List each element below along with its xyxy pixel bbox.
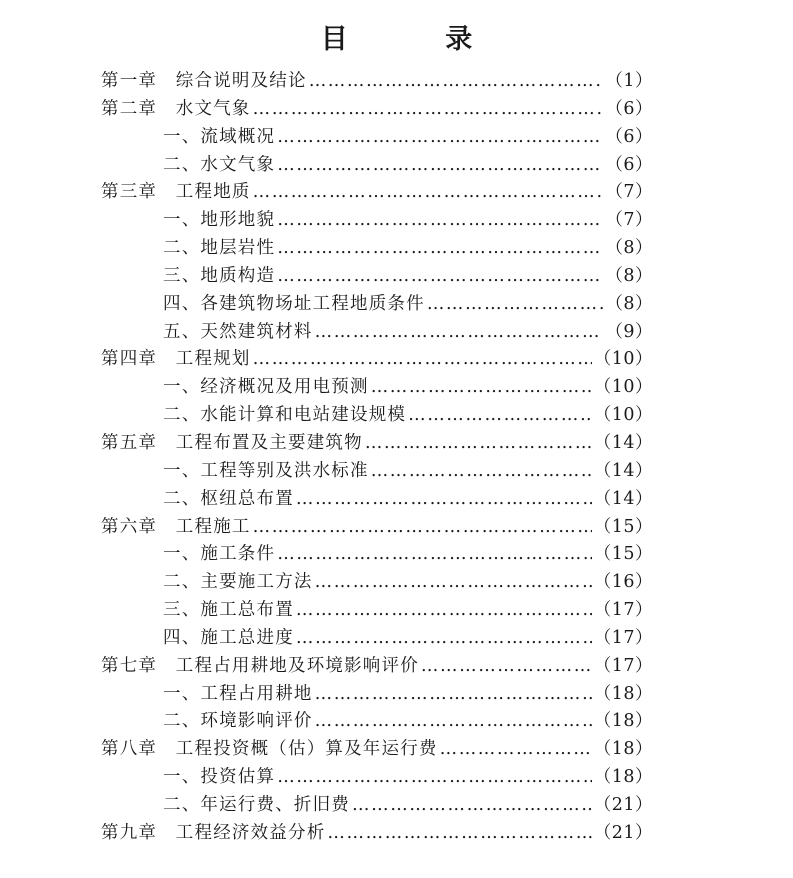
toc-page-number: （17）	[593, 655, 653, 676]
toc-entry-title: 四、施工总进度	[163, 627, 294, 648]
toc-leader-dots	[277, 124, 603, 152]
toc-leader-dots	[421, 653, 592, 681]
toc-page-number: （7）	[605, 210, 653, 231]
toc-leader-dots	[253, 179, 604, 207]
toc-section-entry[interactable]	[101, 458, 653, 486]
toc-entry-title: 第八章 工程投资概（估）算及年运行费	[101, 739, 438, 760]
toc-section-entry[interactable]	[101, 319, 653, 347]
toc-page-number: （1）	[605, 71, 653, 91]
toc-page-number: （8）	[605, 265, 653, 286]
toc-page-number: （6）	[605, 154, 653, 175]
toc-entry-title: 二、主要施工方法	[163, 572, 313, 593]
toc-section-entry[interactable]	[101, 597, 653, 625]
toc-page-number: （10）	[593, 349, 653, 370]
toc-leader-dots	[277, 263, 603, 291]
toc-leader-dots	[315, 681, 592, 709]
toc-page-number: （18）	[593, 767, 653, 788]
toc-leader-dots	[277, 541, 592, 569]
toc-chapter-entry[interactable]	[101, 96, 653, 124]
toc-leader-dots	[365, 430, 592, 458]
toc-entry-title: 第六章 工程施工	[101, 516, 251, 537]
toc-page-number: （16）	[593, 572, 653, 593]
toc-page-number: （15）	[593, 516, 653, 537]
toc-entry-title: 一、投资估算	[163, 767, 276, 788]
toc-page-number: （15）	[593, 544, 653, 565]
toc-leader-dots	[296, 625, 592, 653]
toc-page-number: （8）	[605, 293, 653, 314]
toc-entry-title: 第二章 水文气象	[101, 98, 251, 119]
toc-section-entry[interactable]	[101, 708, 653, 736]
toc-section-entry[interactable]	[101, 625, 653, 653]
toc-leader-dots	[352, 792, 592, 820]
toc-chapter-entry[interactable]	[101, 736, 653, 764]
toc-entry-title: 三、地质构造	[163, 265, 276, 286]
toc-chapter-entry[interactable]	[101, 179, 653, 207]
toc-entry-title: 二、水文气象	[163, 154, 276, 175]
toc-leader-dots	[371, 458, 592, 486]
toc-page-number: （21）	[593, 794, 653, 815]
toc-section-entry[interactable]	[101, 374, 653, 402]
toc-leader-dots	[296, 486, 592, 514]
toc-section-entry[interactable]	[101, 235, 653, 263]
toc-entry-title: 三、施工总布置	[163, 600, 294, 621]
toc-leader-dots	[315, 708, 592, 736]
toc-entry-title: 第九章 工程经济效益分析	[101, 822, 326, 843]
toc-chapter-entry[interactable]	[101, 820, 653, 848]
toc-section-entry[interactable]	[101, 402, 653, 430]
toc-leader-dots	[296, 597, 592, 625]
toc-page-number: （14）	[593, 488, 653, 509]
toc-leader-dots	[277, 207, 603, 235]
toc-chapter-entry[interactable]	[101, 430, 653, 458]
toc-leader-dots	[315, 319, 604, 347]
toc-page-number: （9）	[605, 321, 653, 342]
toc-page-number: （10）	[593, 405, 653, 426]
toc-page-number: （7）	[605, 182, 653, 203]
toc-section-entry[interactable]	[101, 681, 653, 709]
toc-entry-title: 一、施工条件	[163, 544, 276, 565]
toc-page-number: （17）	[593, 627, 653, 648]
toc-entry-title: 四、各建筑物场址工程地质条件	[163, 293, 425, 314]
toc-entry-title: 第一章 综合说明及结论	[101, 71, 307, 91]
toc-entry-title: 一、工程占用耕地	[163, 683, 313, 704]
toc-page-number: （14）	[593, 460, 653, 481]
toc-leader-dots	[440, 736, 592, 764]
page-title: 目 录	[320, 24, 517, 55]
toc-entry-title: 二、环境影响评价	[163, 711, 313, 732]
toc-entry-title: 二、水能计算和电站建设规模	[163, 405, 407, 426]
toc-leader-dots	[253, 96, 604, 124]
toc-section-entry[interactable]	[101, 152, 653, 180]
toc-section-entry[interactable]	[101, 291, 653, 319]
toc-section-entry[interactable]	[101, 569, 653, 597]
toc-chapter-entry[interactable]	[101, 346, 653, 374]
toc-page-number: （6）	[605, 98, 653, 119]
toc-leader-dots	[309, 68, 604, 96]
toc-page-number: （18）	[593, 711, 653, 732]
toc-leader-dots	[277, 235, 603, 263]
toc-page-number: （14）	[593, 432, 653, 453]
toc-leader-dots	[408, 402, 592, 430]
toc-page-number: （18）	[593, 739, 653, 760]
toc-section-entry[interactable]	[101, 764, 653, 792]
toc-leader-dots	[277, 152, 603, 180]
toc-section-entry[interactable]	[101, 207, 653, 235]
toc-entry-title: 二、年运行费、折旧费	[163, 794, 350, 815]
toc-entry-title: 二、地层岩性	[163, 238, 276, 259]
toc-page-number: （17）	[593, 600, 653, 621]
toc-leader-dots	[427, 291, 604, 319]
toc-entry-title: 第三章 工程地质	[101, 182, 251, 203]
toc-page-number: （6）	[605, 126, 653, 147]
toc-chapter-entry[interactable]	[101, 514, 653, 542]
toc-chapter-entry[interactable]	[101, 68, 653, 96]
toc-section-entry[interactable]	[101, 792, 653, 820]
toc-chapter-entry[interactable]	[101, 653, 653, 681]
toc-entry-title: 第四章 工程规划	[101, 349, 251, 370]
toc-leader-dots	[315, 569, 592, 597]
toc-page-number: （18）	[593, 683, 653, 704]
toc-entry-title: 第五章 工程布置及主要建筑物	[101, 432, 363, 453]
toc-entry-title: 一、地形地貌	[163, 210, 276, 231]
toc-section-entry[interactable]	[101, 541, 653, 569]
toc-entry-title: 二、枢纽总布置	[163, 488, 294, 509]
toc-leader-dots	[371, 374, 592, 402]
toc-entry-title: 一、经济概况及用电预测	[163, 377, 369, 398]
toc-page-number: （21）	[593, 822, 653, 843]
toc-leader-dots	[253, 514, 592, 542]
toc-entry-title: 五、天然建筑材料	[163, 321, 313, 342]
toc-entry-title: 一、工程等别及洪水标准	[163, 460, 369, 481]
toc-page-number: （8）	[605, 238, 653, 259]
toc-entry-title: 第七章 工程占用耕地及环境影响评价	[101, 655, 419, 676]
toc-page-number: （10）	[593, 377, 653, 398]
table-of-contents	[101, 68, 653, 848]
toc-entry-title: 一、流域概况	[163, 126, 276, 147]
toc-section-entry[interactable]	[101, 263, 653, 291]
toc-section-entry[interactable]	[101, 486, 653, 514]
toc-leader-dots	[277, 764, 592, 792]
toc-leader-dots	[253, 346, 592, 374]
toc-section-entry[interactable]	[101, 124, 653, 152]
toc-leader-dots	[327, 820, 591, 848]
